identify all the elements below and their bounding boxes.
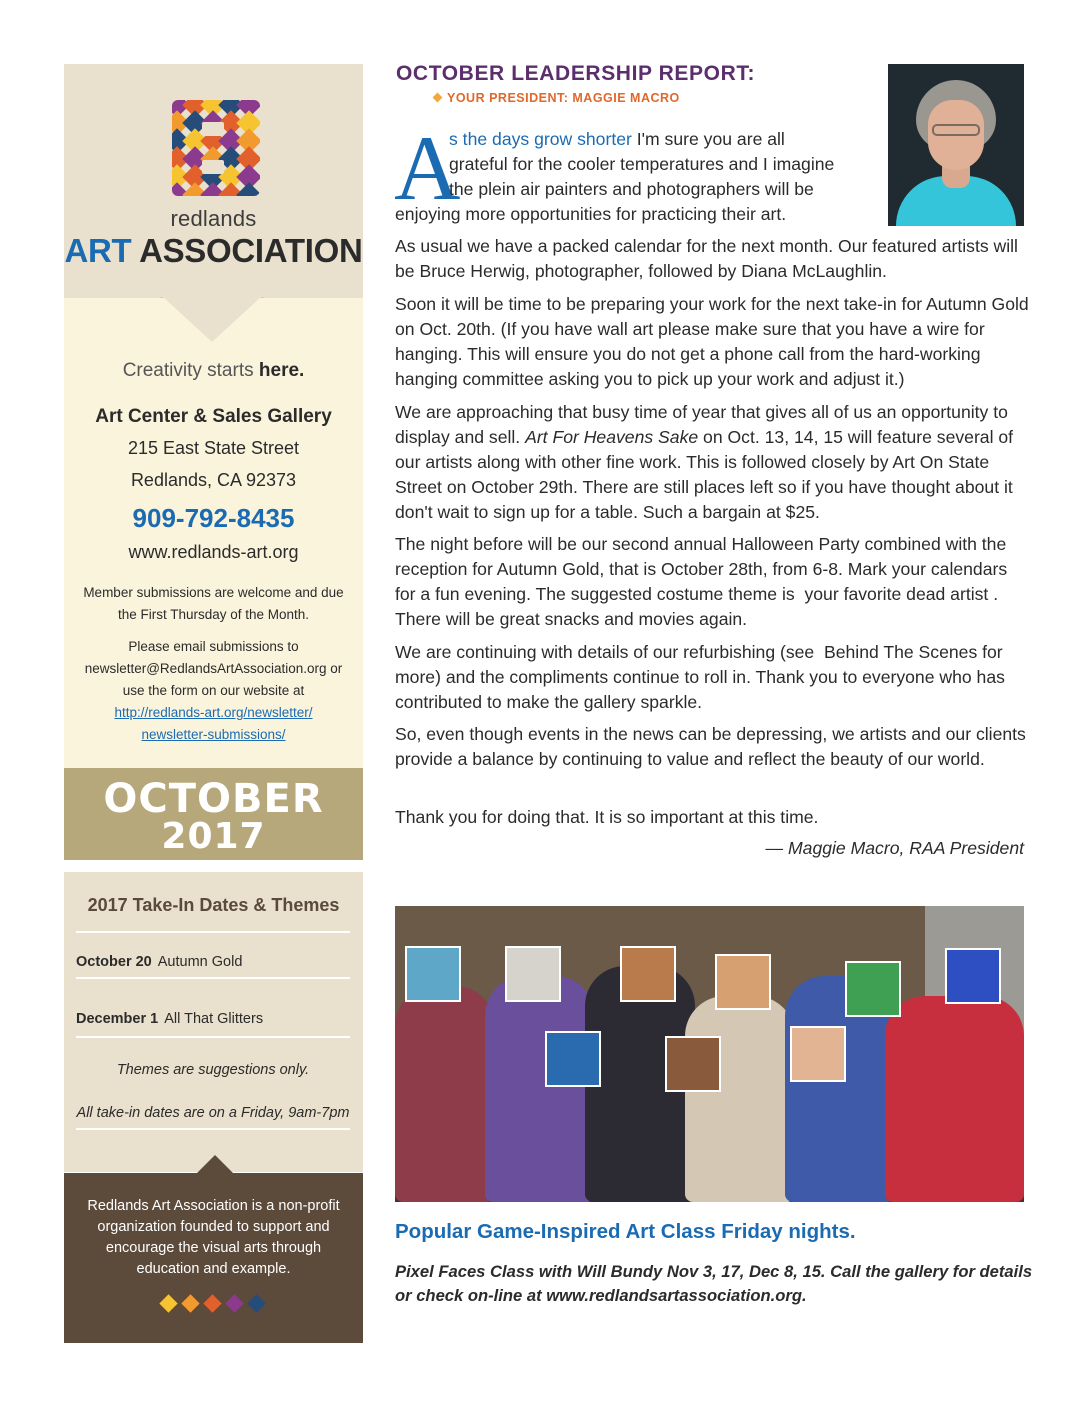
brand-name-accent: ART bbox=[64, 232, 132, 269]
logo-panel-pointer-overlay bbox=[162, 296, 262, 342]
brand-name-rest: ASSOCIATION bbox=[139, 232, 363, 269]
about-text: Redlands Art Association is a non-profit organization founded to support and encourage the visual arts through education and example. bbox=[87, 1198, 340, 1277]
class-photo bbox=[395, 906, 1024, 1202]
tagline-prefix: Creativity starts bbox=[122, 360, 254, 381]
report-signature: — Maggie Macro, RAA President bbox=[765, 838, 1024, 858]
gallery-street: 215 East State Street bbox=[127, 438, 300, 458]
report-paragraph: We are continuing with details of our refurbishing (see Behind The Scenes for more) and the compliments continue to roll in. Thank you to everyone who has contributed to make the gallery sparkle. bbox=[395, 642, 1005, 712]
tagline-bold: here. bbox=[258, 360, 305, 381]
report-intro-line: grateful for the cooler temperatures and I imagine bbox=[449, 154, 835, 174]
report-paragraph: Soon it will be time to be preparing your work for the next take-in for Autumn Gold on Oct. 20th. (If you have wall art please make sure that you have a wire for hanging. This will ensure you do not get a phone call from the hard-working hanging committee asking you to pick up your work and adjust it.) bbox=[395, 294, 1029, 389]
divider bbox=[76, 1036, 350, 1038]
event-name: Art For Heavens Sake bbox=[525, 427, 699, 447]
feature-title: Popular Game-Inspired Art Class Friday nights. bbox=[395, 1220, 856, 1243]
issue-year: 2017 bbox=[161, 816, 266, 857]
report-intro-line: enjoying more opportunities for practicing their art. bbox=[395, 204, 787, 224]
paragraph-text: on Oct. 13, 14, 15 will feature several of our artists along with other fine work. This is followed closely by Art On State Street on October 29th. There are still places left so if you have thought about it don't wait to sign up for a table. Such a bargain at $25. bbox=[395, 427, 1014, 522]
submissions-link-line-1[interactable]: http://redlands-art.org/newsletter/ bbox=[114, 705, 313, 720]
report-paragraph: As usual we have a packed calendar for the next month. Our featured artists will be Bruce Herwig, photographer, followed by Diana McLaughlin. bbox=[395, 236, 1018, 281]
takein-date: December 1 bbox=[76, 1011, 159, 1027]
brand-name-large bbox=[64, 232, 363, 270]
takein-theme: All That Glitters bbox=[164, 1011, 264, 1027]
submissions-instructions: Please email submissions to newsletter@RedlandsArtAssociation.org or use the form on our website at bbox=[84, 639, 343, 698]
takein-theme: Autumn Gold bbox=[157, 954, 243, 970]
takein-title: 2017 Take-In Dates & Themes bbox=[87, 895, 340, 915]
report-intro-line bbox=[449, 127, 785, 152]
president-photo bbox=[888, 64, 1024, 226]
divider bbox=[76, 931, 350, 933]
issue-month: OCTOBER bbox=[103, 776, 324, 822]
submissions-link-line-2[interactable]: newsletter-submissions/ bbox=[141, 727, 286, 742]
multicolor-block-r-icon bbox=[172, 100, 260, 196]
intro-highlight: s the days grow shorter bbox=[449, 129, 632, 149]
tagline bbox=[64, 360, 363, 382]
drop-cap: A bbox=[394, 117, 461, 219]
gallery-website[interactable]: www.redlands-art.org bbox=[128, 542, 299, 562]
takein-date: October 20 bbox=[76, 954, 152, 970]
paragraph-text: We are approaching that busy time of year that gives all of us an opportunity to display and sell. bbox=[395, 402, 1008, 447]
submissions-link[interactable] bbox=[74, 702, 353, 746]
report-paragraph: So, even though events in the news can be depressing, we artists and our clients provide a balance by continuing to value and reflect the beauty of our world. bbox=[395, 724, 1026, 769]
takein-note-schedule: All take-in dates are on a Friday, 9am-7pm bbox=[76, 1105, 350, 1121]
report-paragraph: The night before will be our second annual Halloween Party combined with the reception for Autumn Gold, that is October 28th, from 6-8. Mark your calendars for a fun evening. The suggested costume theme is your favorite dead artist . There will be great snacks and movies again. bbox=[395, 534, 1008, 629]
feature-body: Pixel Faces Class with Will Bundy Nov 3, 17, Dec 8, 15. Call the gallery for details or check on-line at www.redlandsartassociation.org. bbox=[395, 1262, 1033, 1305]
takein-note-themes: Themes are suggestions only. bbox=[116, 1062, 310, 1078]
submissions-deadline: Member submissions are welcome and due the First Thursday of the Month. bbox=[83, 585, 344, 622]
diamond-bullet-icon bbox=[433, 93, 443, 103]
gallery-city: Redlands, CA 92373 bbox=[130, 470, 297, 490]
report-subtitle-text: YOUR PRESIDENT: MAGGIE MACRO bbox=[447, 91, 680, 105]
takein-row bbox=[76, 954, 350, 970]
about-panel-pointer bbox=[197, 1155, 233, 1173]
intro-text: I'm sure you are all bbox=[631, 129, 785, 149]
report-title: OCTOBER LEADERSHIP REPORT: bbox=[396, 62, 756, 85]
report-paragraph: Thank you for doing that. It is so important at this time. bbox=[395, 807, 819, 827]
divider bbox=[76, 1128, 350, 1130]
gallery-title: Art Center & Sales Gallery bbox=[95, 406, 332, 427]
gallery-phone[interactable]: 909-792-8435 bbox=[132, 503, 295, 533]
divider bbox=[76, 977, 350, 979]
report-paragraph bbox=[395, 400, 1031, 525]
brand-name-small: redlands bbox=[170, 206, 257, 231]
report-intro-line: the plein air painters and photographers will be bbox=[449, 179, 814, 199]
diamond-row-icon bbox=[160, 1294, 280, 1312]
takein-row bbox=[76, 1011, 350, 1027]
report-subtitle bbox=[434, 91, 680, 105]
